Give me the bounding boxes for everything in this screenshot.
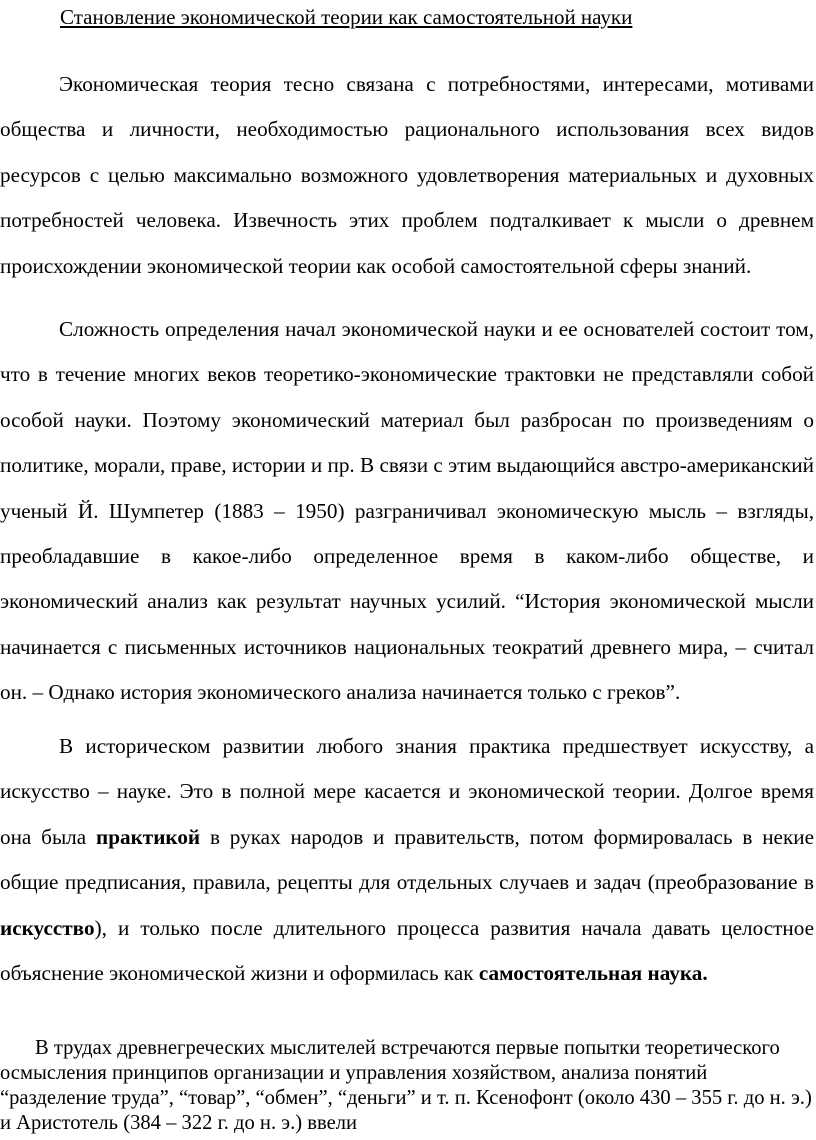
emphasis-practice: практикой bbox=[96, 824, 201, 849]
paragraph-text-segment: в руках народов и правительств, потом формировалась в некие общие предписания, правила, рецепты для отдельных случаев и задач (преобразование в bbox=[0, 824, 814, 895]
emphasis-art: искусство bbox=[0, 915, 95, 940]
paragraph-intro: Экономическая теория тесно связана с потребностями, интересами, мотивами общества и личности, необходимостью рационального использования всех видов ресурсов с целью максимально возможного удовлетворения материальных и духовных потребностей человека. Извечность этих проблем подталкивает к мысли о древнем происхождении экономической теории как особой самостоятельной сферы знаний. bbox=[0, 72, 814, 278]
paragraph-schumpeter: Сложность определения начал экономической науки и ее основателей состоит том, что в течение многих веков теоретико-экономические трактовки не представляли собой особой науки. Поэтому экономический материал был разбросан по произведениям о политике, морали, праве, истории и пр. В связи с этим выдающийся австро-американский ученый Й. Шумпетер (1883 – 1950) разграничивал экономическую мысль – взгляды, преобладавшие в какое-либо определенное время в каком-либо обществе, и экономический анализ как результат научных усилий. “История экономической мысли начинается с письменных источников национальных теократий древнего мира, – считал он. – Однако история экономического анализа начинается только с греков”. bbox=[0, 317, 814, 705]
paragraph-text-segment: ), и только после длительного процесса развития начала давать целостное объяснение экономической жизни и оформилась как bbox=[0, 915, 814, 986]
paragraph-text-segment: В историческом развитии любого знания практика предшествует искусству, а искусство – науке. Это в полной мере касается и экономической теории. Долгое время она была bbox=[0, 734, 814, 849]
emphasis-independent-science: самостоятельная наука. bbox=[478, 961, 708, 986]
paragraph-ancient-greek: В трудах древнегреческих мыслителей встречаются первые попытки теоретического осмысления принципов организации и управления хозяйством, анализа понятий “разделение труда”, “товар”, “обмен”, “деньги” и т. п. Ксенофонт (около 430 – 355 г. до н. э.) и Аристотель (384 – 322 г. до н. э.) ввели bbox=[0, 1037, 812, 1134]
document-title: Становление экономической теории как самостоятельной науки bbox=[60, 5, 633, 29]
paragraph-development bbox=[0, 724, 814, 996]
